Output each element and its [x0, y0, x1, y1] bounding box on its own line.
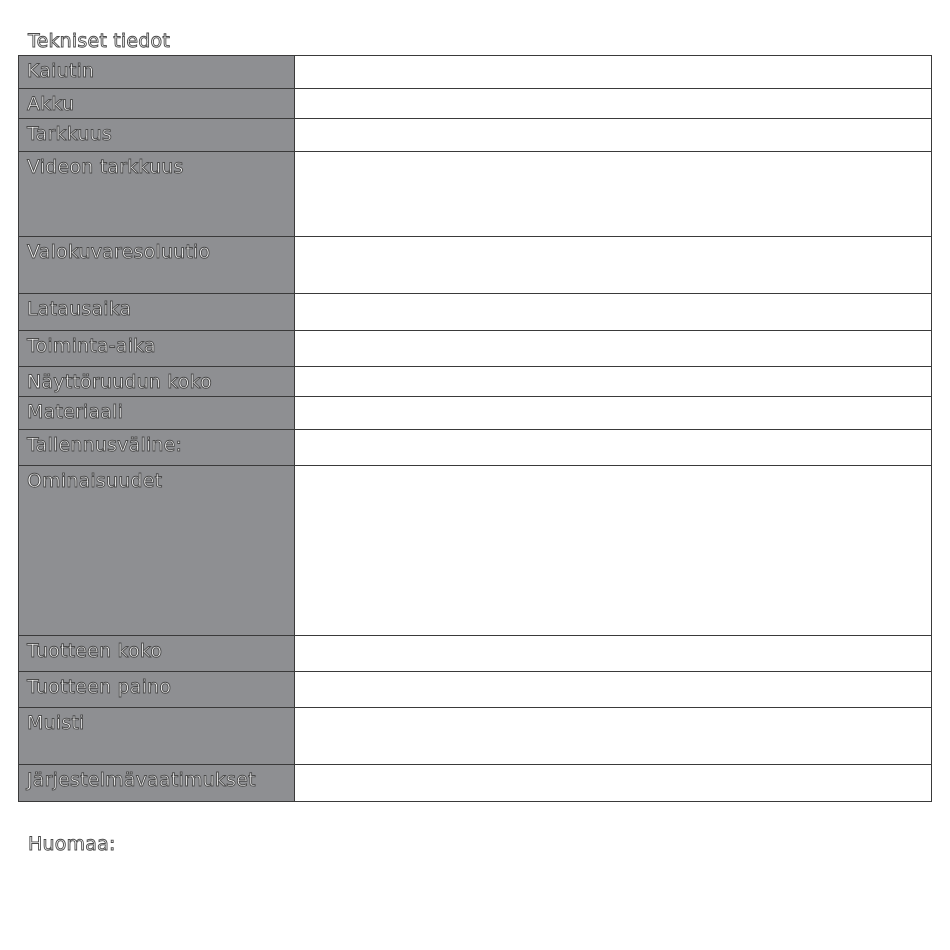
row-label: Kaiutin: [19, 56, 295, 89]
table-row: [19, 331, 932, 367]
row-value: [295, 708, 932, 765]
row-label: Videon tarkkuus: [19, 152, 295, 237]
spec-table: [18, 55, 932, 802]
table-row: [19, 397, 932, 430]
row-value: [295, 367, 932, 397]
note-label: Huomaa:: [28, 833, 116, 855]
row-label: Valokuvaresoluutio: [19, 237, 295, 294]
row-label: Tuotteen paino: [19, 672, 295, 708]
row-value: [295, 294, 932, 331]
row-label: Latausaika: [19, 294, 295, 331]
row-value: [295, 56, 932, 89]
table-row: [19, 294, 932, 331]
row-label: Materiaali: [19, 397, 295, 430]
row-label: Ominaisuudet: [19, 466, 295, 636]
row-label: Tarkkuus: [19, 119, 295, 152]
row-value: [295, 237, 932, 294]
table-row: [19, 636, 932, 672]
table-row: [19, 89, 932, 119]
row-value: [295, 636, 932, 672]
row-label: Järjestelmävaatimukset: [19, 765, 295, 802]
row-value: [295, 119, 932, 152]
row-value: [295, 331, 932, 367]
row-value: [295, 466, 932, 636]
row-label: Toiminta-aika: [19, 331, 295, 367]
row-label: Tallennusväline:: [19, 430, 295, 466]
table-row: [19, 672, 932, 708]
table-row: [19, 765, 932, 802]
row-value: [295, 430, 932, 466]
section-title: Tekniset tiedot: [28, 30, 171, 52]
row-value: [295, 397, 932, 430]
row-label: Näyttöruudun koko: [19, 367, 295, 397]
row-value: [295, 672, 932, 708]
row-label: Muisti: [19, 708, 295, 765]
row-value: [295, 765, 932, 802]
table-row: [19, 430, 932, 466]
row-label: Tuotteen koko: [19, 636, 295, 672]
row-label: Akku: [19, 89, 295, 119]
row-value: [295, 152, 932, 237]
table-row: [19, 56, 932, 89]
table-row: [19, 466, 932, 636]
table-row: [19, 367, 932, 397]
row-value: [295, 89, 932, 119]
table-row: [19, 237, 932, 294]
table-row: [19, 152, 932, 237]
table-row: [19, 708, 932, 765]
table-row: [19, 119, 932, 152]
